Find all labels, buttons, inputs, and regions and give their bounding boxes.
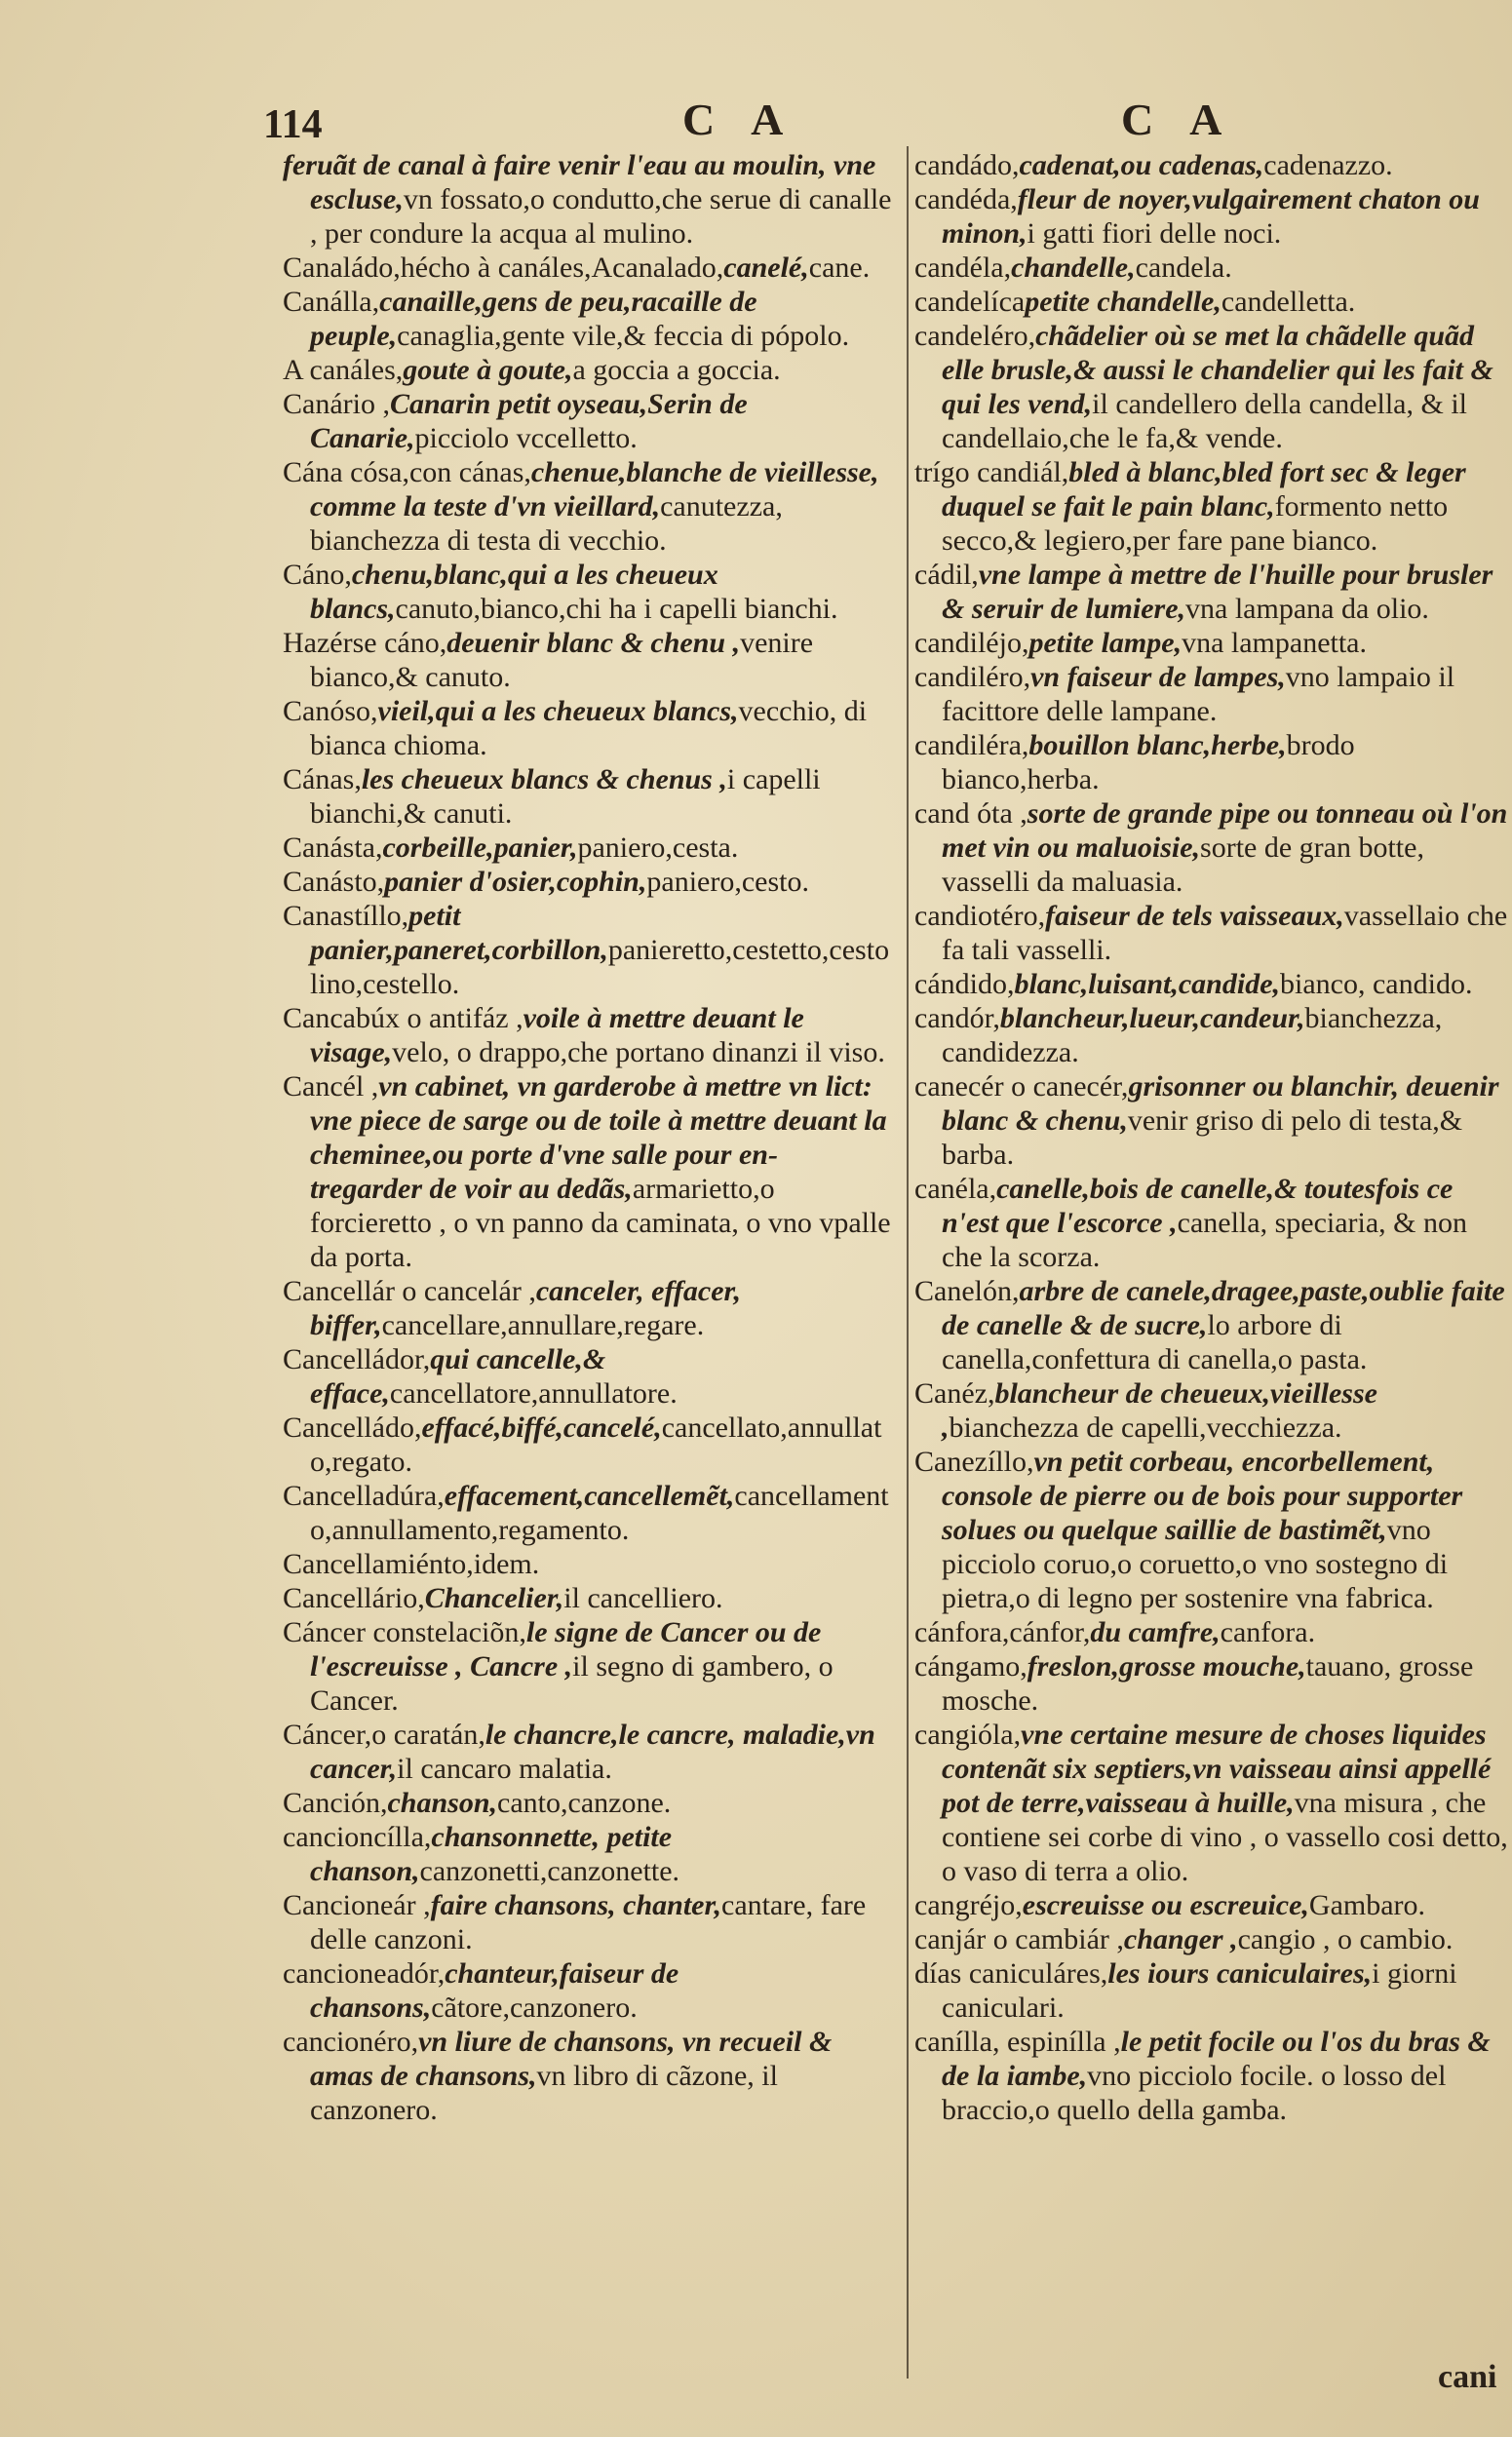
spanish-headword: cánfora,cánfor, (914, 1616, 1091, 1648)
dictionary-entry (283, 455, 895, 558)
spanish-headword: trígo candiál, (914, 456, 1069, 488)
dictionary-entry (914, 626, 1512, 660)
spanish-headword: Cancellário, (283, 1582, 425, 1614)
dictionary-entry (283, 1001, 895, 1069)
column-divider (907, 146, 909, 2379)
spanish-headword: Cancelladúra, (283, 1480, 445, 1512)
french-gloss: le signe de Cancer ou de l'escreuisse , Cancre , (310, 1616, 822, 1683)
spanish-headword: canjár o cambiár , (914, 1923, 1124, 1955)
dictionary-entry (914, 2025, 1512, 2127)
italian-gloss: candelletta. (1221, 286, 1356, 318)
italian-gloss: il cancelliero. (563, 1582, 723, 1614)
dictionary-entry (283, 148, 895, 251)
french-gloss: Canarin petit oyseau,Serin de Canarie, (310, 388, 748, 454)
right-column-head: C A (1121, 95, 1236, 144)
italian-gloss: velo, o drappo,che portano dinanzi il viso. (392, 1036, 885, 1068)
dictionary-entry (283, 762, 895, 831)
spanish-headword: canéla, (914, 1173, 997, 1205)
french-gloss: effacé,biffé,cancelé, (421, 1412, 662, 1444)
spanish-headword: canílla, espinílla , (914, 2026, 1121, 2058)
spanish-headword: Cancioneár , (283, 1889, 431, 1921)
italian-gloss: lo arbore di canella,confettura di canella,o pasta. (942, 1309, 1368, 1375)
dictionary-entry (283, 1718, 895, 1786)
french-gloss: chenue,blanche de vieillesse, comme la teste d'vn vieillard, (310, 456, 879, 522)
dictionary-entry (283, 1411, 895, 1479)
dictionary-entry (914, 455, 1512, 558)
italian-gloss: canfora. (1220, 1616, 1316, 1648)
italian-gloss: bianchezza, candidezza. (942, 1002, 1443, 1068)
french-gloss: chenu,blanc,qui a les cheueux blancs, (310, 559, 718, 625)
italian-gloss: vno picciolo focile. o losso del braccio,o quello della gamba. (942, 2060, 1447, 2126)
spanish-headword: Cáncer,o caratán, (283, 1719, 485, 1751)
french-gloss: corbeille,panier, (382, 832, 578, 864)
spanish-headword: cangréjo, (914, 1889, 1023, 1921)
italian-gloss: vassellaio che fa tali vasselli. (942, 900, 1508, 966)
italian-gloss: idem. (473, 1548, 540, 1580)
italian-gloss: il candellero della candella, & il candellaio,che le fa,& vende. (942, 388, 1468, 454)
dictionary-entry (283, 694, 895, 762)
spanish-headword: candelíca (914, 286, 1026, 318)
dictionary-entry (283, 251, 895, 285)
french-gloss: le petit focile ou l'os du bras & de la iambe, (942, 2026, 1491, 2092)
dictionary-entry (914, 1001, 1512, 1069)
spanish-headword: candiléra, (914, 729, 1029, 761)
italian-gloss: cantare, fare delle canzoni. (310, 1889, 867, 1955)
french-gloss: chandelle, (1011, 251, 1136, 284)
spanish-headword: cangióla, (914, 1719, 1022, 1751)
italian-gloss: paniero,cesta. (577, 832, 739, 864)
italian-gloss: canutezza, bianchezza di testa di vecchio. (310, 490, 783, 557)
french-gloss: faire chansons, chanter, (430, 1889, 721, 1921)
dictionary-entry (914, 1922, 1512, 1956)
dictionary-entry (283, 1820, 895, 1888)
spanish-headword: cándido, (914, 968, 1015, 1000)
spanish-headword: Canelón, (914, 1275, 1020, 1307)
french-gloss: vn cabinet, vn garderobe à mettre vn lict: vne piece de sarge ou de toile à mettre deuant la cheminee,ou porte d'vne salle pour en- tregarder de voir au dedãs, (310, 1070, 887, 1205)
french-gloss: changer , (1123, 1923, 1238, 1955)
french-gloss: le chancre,le cancre, maladie,vn cancer, (310, 1719, 875, 1785)
italian-gloss: armarietto,o forcieretto , o vn panno da caminata, o vno vpalle da porta. (310, 1173, 891, 1273)
italian-gloss: cancellatore,annullatore. (389, 1377, 678, 1410)
spanish-headword: cancioneadór, (283, 1957, 446, 1990)
dictionary-entry (283, 2025, 895, 2127)
italian-gloss: bianchezza de capelli,vecchiezza. (949, 1412, 1342, 1444)
spanish-headword: cancioncílla, (283, 1821, 432, 1853)
dictionary-entry (283, 899, 895, 1001)
italian-gloss: vn fossato,o condutto,che serue di canalle , per condure la acqua al mulino. (310, 183, 892, 250)
spanish-headword: cand óta , (914, 797, 1027, 830)
dictionary-entry (283, 1888, 895, 1956)
dictionary-entry (283, 1786, 895, 1820)
french-gloss: blancheur,lueur,candeur, (999, 1002, 1305, 1034)
dictionary-entry (914, 148, 1512, 182)
dictionary-entry (283, 1069, 895, 1274)
spanish-headword: candiléro, (914, 661, 1031, 693)
dictionary-entry (914, 251, 1512, 285)
french-gloss: vne certaine mesure de choses liquides contenãt six septiers,vn vaisseau ainsi appellé pot de terre,vaisseau à huille, (942, 1719, 1492, 1819)
italian-gloss: i giorni caniculari. (942, 1957, 1457, 2024)
spanish-headword: Canción, (283, 1787, 388, 1819)
french-gloss: panier d'osier,cophin, (384, 866, 647, 898)
dictionary-entry (283, 1274, 895, 1342)
dictionary-entry (914, 1956, 1512, 2025)
spanish-headword: candádo, (914, 149, 1020, 181)
dictionary-entry (283, 558, 895, 626)
italian-gloss: cancellare,annullare,regare. (381, 1309, 705, 1341)
dictionary-entry (283, 387, 895, 455)
french-gloss: fleur de noyer,vulgairement chaton ou minon, (942, 183, 1480, 250)
dictionary-entry (283, 1615, 895, 1718)
spanish-headword: Cancél , (283, 1070, 379, 1102)
spanish-headword: Canálla, (283, 286, 380, 318)
french-gloss: goute à goute, (403, 354, 573, 386)
french-gloss: vn liure de chansons, vn recueil & amas de chansons, (310, 2026, 833, 2092)
italian-gloss: tauano, grosse mosche. (942, 1650, 1474, 1717)
spanish-headword: candiotéro, (914, 900, 1046, 932)
dictionary-entry (914, 285, 1512, 319)
italian-gloss: vna lampana da olio. (1185, 593, 1429, 625)
dictionary-entry (914, 1172, 1512, 1274)
italian-gloss: brodo bianco,herba. (942, 729, 1355, 795)
spanish-headword: Canastíllo, (283, 900, 409, 932)
french-gloss: blanc,luisant,candide, (1014, 968, 1281, 1000)
french-gloss: vn petit corbeau, encorbellement, console de pierre ou de bois pour supporter solues ou quelque saillie de bastimẽt, (942, 1446, 1463, 1546)
spanish-headword: cángamo, (914, 1650, 1027, 1683)
dictionary-entry (914, 1649, 1512, 1718)
spanish-headword: Cancabúx o antifáz , (283, 1002, 523, 1034)
catchword: cani (1438, 2359, 1497, 2395)
french-gloss: feruãt de canal à faire venir l'eau au moulin, vne escluse, (283, 149, 876, 215)
french-gloss: du camfre, (1090, 1616, 1221, 1648)
spanish-headword: Cáno, (283, 559, 352, 591)
italian-gloss: vna lampanetta. (1182, 627, 1367, 659)
spanish-headword: candeléro, (914, 320, 1036, 352)
french-gloss: chãdelier où se met la chãdelle quãd elle brusle,& aussi le chandelier qui les fait & qui les vend, (942, 320, 1493, 420)
dictionary-entry (914, 1069, 1512, 1172)
dictionary-entry (914, 660, 1512, 728)
italian-gloss: formento netto secco,& legiero,per fare pane bianco. (942, 490, 1449, 557)
italian-gloss: vno lampaio il facittore delle lampane. (942, 661, 1455, 727)
french-gloss: les cheueux blancs & chenus , (361, 763, 727, 795)
french-gloss: arbre de canele,dragee,paste,oublie faite de canelle & de sucre, (942, 1275, 1505, 1341)
french-gloss: vieil,qui a les cheueux blancs, (377, 695, 739, 727)
italian-gloss: candela. (1135, 251, 1232, 284)
dictionary-entry (283, 1956, 895, 2025)
french-gloss: sorte de grande pipe ou tonneau où l'on met vin ou maluoisie, (942, 797, 1508, 864)
french-gloss: chanson, (387, 1787, 498, 1819)
dictionary-entry (914, 1718, 1512, 1888)
dictionary-entry (283, 285, 895, 353)
french-gloss: qui cancelle,& efface, (310, 1343, 606, 1410)
french-gloss: les iours caniculaires, (1107, 1957, 1373, 1990)
spanish-headword: Cánas, (283, 763, 362, 795)
italian-gloss: i capelli bianchi,& canuti. (310, 763, 821, 830)
italian-gloss: panieretto,cestetto,cestolino,cestello. (310, 934, 890, 1000)
italian-gloss: vn libro di cãzone, il canzonero. (310, 2060, 778, 2126)
italian-gloss: vna misura , che contiene sei corbe di vino , o vassello cosi detto, o vaso di terra a olio. (942, 1787, 1508, 1887)
french-gloss: petite chandelle, (1025, 286, 1221, 318)
italian-gloss: i gatti fiori delle noci. (1027, 217, 1282, 250)
spanish-headword: Cancellamiénto, (283, 1548, 474, 1580)
french-gloss: canelé, (723, 251, 809, 284)
spanish-headword: Cancellár o cancelár , (283, 1275, 536, 1307)
italian-gloss: il cancaro malatia. (397, 1753, 612, 1785)
french-gloss: bled à blanc,bled fort sec & leger duquel se fait le pain blanc, (942, 456, 1466, 522)
dictionary-entry (914, 1376, 1512, 1445)
french-gloss: Chancelier, (424, 1582, 564, 1614)
dictionary-entry (283, 831, 895, 865)
italian-gloss: Gambaro. (1308, 1889, 1426, 1921)
dictionary-entry (914, 728, 1512, 796)
dictionary-entry (283, 1581, 895, 1615)
spanish-headword: Canásta, (283, 832, 383, 864)
italian-gloss: il segno di gambero, o Cancer. (310, 1650, 834, 1717)
spanish-headword: Canéz, (914, 1377, 995, 1410)
spanish-headword: candór, (914, 1002, 1000, 1034)
spanish-headword: canecér o canecér, (914, 1070, 1129, 1102)
french-gloss: chanteur,faiseur de chansons, (310, 1957, 679, 2024)
french-gloss: grisonner ou blanchir, deuenir blanc & chenu, (942, 1070, 1499, 1137)
dictionary-entry (914, 319, 1512, 455)
spanish-headword: Cáncer constelaciõn, (283, 1616, 526, 1648)
french-gloss: petit panier,paneret,corbillon, (310, 900, 608, 966)
dictionary-entry (283, 1342, 895, 1411)
dictionary-entry (283, 626, 895, 694)
dictionary-entry (283, 1479, 895, 1547)
italian-gloss: a goccia a goccia. (572, 354, 781, 386)
french-gloss: effacement,cancellemẽt, (444, 1480, 735, 1512)
italian-gloss: vecchio, di bianca chioma. (310, 695, 868, 761)
italian-gloss: canto,canzone. (497, 1787, 672, 1819)
italian-gloss: cancellamento,annullamento,regamento. (310, 1480, 889, 1546)
dictionary-entry (914, 899, 1512, 967)
dictionary-entry (914, 558, 1512, 626)
dictionary-entry (914, 967, 1512, 1001)
italian-gloss: cane. (808, 251, 871, 284)
spanish-headword: Cancelládo, (283, 1412, 422, 1444)
spanish-headword: candéla, (914, 251, 1012, 284)
french-gloss: escreuisse ou escreuice, (1022, 1889, 1309, 1921)
spanish-headword: Canóso, (283, 695, 378, 727)
french-gloss: faiseur de tels vaisseaux, (1045, 900, 1344, 932)
french-gloss: vne lampe à mettre de l'huille pour brusler & seruir de lumiere, (942, 559, 1493, 625)
french-gloss: voile à mettre deuant le visage, (310, 1002, 804, 1068)
spanish-headword: días caniculáres, (914, 1957, 1108, 1990)
french-gloss: cadenat,ou cadenas, (1019, 149, 1264, 181)
spanish-headword: Canaládo,hécho à canáles,Acanalado, (283, 251, 724, 284)
page-number: 114 (263, 102, 323, 147)
italian-gloss: bianco, candido. (1280, 968, 1473, 1000)
italian-gloss: canzonetti,canzonette. (419, 1855, 680, 1887)
spanish-headword: Canásto, (283, 866, 385, 898)
french-gloss: deuenir blanc & chenu , (446, 627, 741, 659)
italian-gloss: picciolo vccelletto. (414, 422, 638, 454)
dictionary-entry (283, 865, 895, 899)
french-gloss: petite lampe, (1028, 627, 1182, 659)
dictionary-entry (283, 353, 895, 387)
french-gloss: vn faiseur de lampes, (1030, 661, 1286, 693)
french-gloss: bouillon blanc,herbe, (1028, 729, 1287, 761)
french-gloss: chansonnette, petite chanson, (310, 1821, 673, 1887)
dictionary-entry (914, 1615, 1512, 1649)
italian-gloss: canuto,bianco,chi ha i capelli bianchi. (395, 593, 838, 625)
italian-gloss: cadenazzo. (1263, 149, 1393, 181)
dictionary-entry (914, 1274, 1512, 1376)
french-gloss: canaille,gens de peu,racaille de peuple, (310, 286, 757, 352)
italian-gloss: cãtore,canzonero. (431, 1992, 638, 2024)
dictionary-entry (914, 1888, 1512, 1922)
french-gloss: freslon,grosse mouche, (1027, 1650, 1306, 1683)
spanish-headword: cádil, (914, 559, 979, 591)
spanish-headword: Cancelládor, (283, 1343, 431, 1375)
italian-gloss: sorte de gran botte, vasselli da maluasia. (942, 832, 1424, 898)
italian-gloss: paniero,cesto. (646, 866, 809, 898)
spanish-headword: cancionéro, (283, 2026, 419, 2058)
italian-gloss: venir griso di pelo di testa,& barba. (942, 1104, 1463, 1171)
italian-gloss: canella, speciaria, & non che la scorza. (942, 1207, 1468, 1273)
french-gloss: blancheur de cheueux,vieillesse , (942, 1377, 1377, 1444)
spanish-headword: Canário , (283, 388, 390, 420)
right-dictionary-column (914, 148, 1512, 2390)
spanish-headword: Canezíllo, (914, 1446, 1034, 1478)
italian-gloss: canaglia,gente vile,& feccia di pópolo. (397, 320, 850, 352)
spanish-headword: A canáles, (283, 354, 404, 386)
spanish-headword: candéda, (914, 183, 1018, 215)
spanish-headword: Cána cósa,con cánas, (283, 456, 531, 488)
spanish-headword: candiléjo, (914, 627, 1029, 659)
italian-gloss: cancellato,annullato,regato. (310, 1412, 882, 1478)
italian-gloss: vno picciolo coruo,o coruetto,o vno sostegno di pietra,o di legno per sostenire vna fabrica. (942, 1514, 1449, 1614)
spanish-headword: Hazérse cáno, (283, 627, 447, 659)
dictionary-entry (283, 1547, 895, 1581)
italian-gloss: venire bianco,& canuto. (310, 627, 814, 693)
french-gloss: canceler, effacer, biffer, (310, 1275, 742, 1341)
italian-gloss: cangio , o cambio. (1237, 1923, 1454, 1955)
left-dictionary-column (283, 148, 895, 2322)
dictionary-entry (914, 182, 1512, 251)
dictionary-entry (914, 796, 1512, 899)
dictionary-entry (914, 1445, 1512, 1615)
running-header (0, 94, 1512, 148)
french-gloss: canelle,bois de canelle,& toutesfois ce n'est que l'escorce , (942, 1173, 1454, 1239)
left-column-head: C A (682, 95, 797, 144)
